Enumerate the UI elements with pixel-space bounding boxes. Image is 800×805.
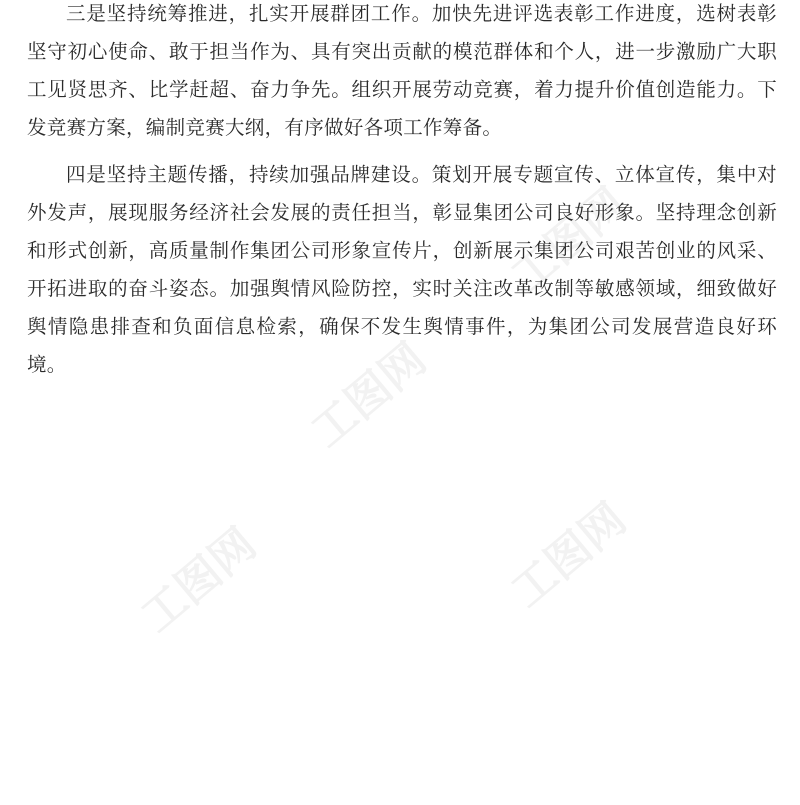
document-body <box>27 0 777 384</box>
watermark: 工图网 <box>501 493 636 618</box>
watermark: 工图网 <box>301 333 436 458</box>
paragraph-item-3: 三是坚持统筹推进，扎实开展群团工作。加快先进评选表彰工作进度，选树表彰坚守初心使命、敢于担当作为、具有突出贡献的模范群体和个人，进一步激励广大职工见贤思齐、比学赶超、奋力争先。组织开展劳动竞赛，着力提升价值创造能力。下发竞赛方案，编制竞赛大纲，有序做好各项工作筹备。 <box>27 2 777 139</box>
watermark: 工图网 <box>501 178 636 303</box>
paragraph-item-4: 四是坚持主题传播，持续加强品牌建设。策划开展专题宣传、立体宣传，集中对外发声，展现服务经济社会发展的责任担当，彰显集团公司良好形象。坚持理念创新和形式创新，高质量制作集团公司形象宣传片，创新展示集团公司艰苦创业的风采、开拓进取的奋斗姿态。加强舆情风险防控，实时关注改革改制等敏感领域，细致做好舆情隐患排查和负面信息检索，确保不发生舆情事件，为集团公司发展营造良好环境。 <box>27 163 777 376</box>
watermark: 工图网 <box>131 518 266 643</box>
